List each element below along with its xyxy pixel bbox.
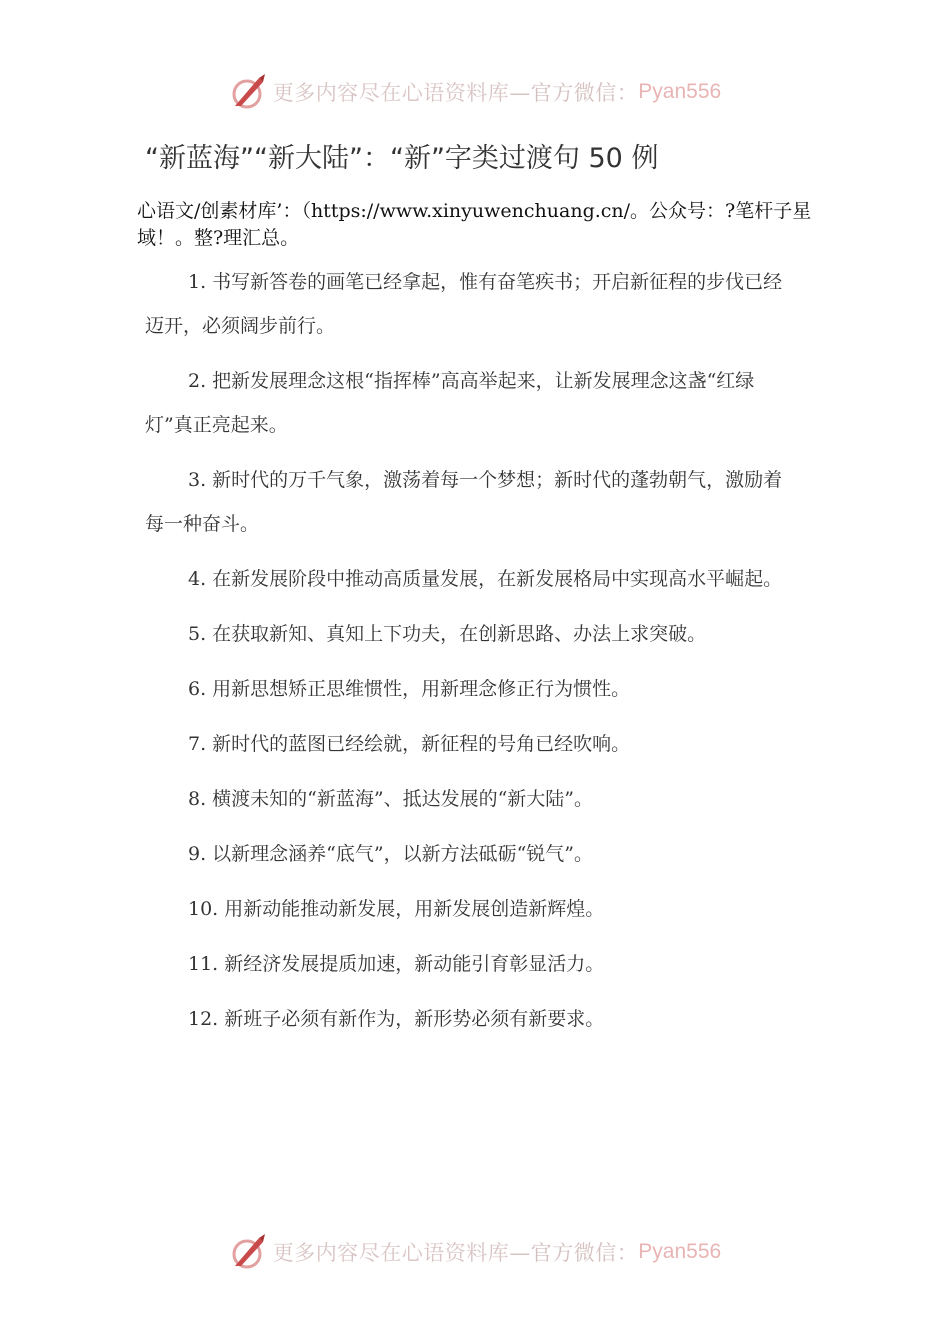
list-item: 4. 在新发展阶段中推动高质量发展，在新发展格局中实现高水平崛起。 [188, 568, 783, 590]
quill-pen-logo-icon [229, 72, 269, 112]
list-item: 9. 以新理念涵养“底气”，以新方法砥砺“锐气”。 [188, 843, 594, 865]
document-title: “新蓝海”“新大陆”：“新”字类过渡句 50 例 [145, 143, 659, 174]
header-banner-text: 更多内容尽在心语资料库— [272, 81, 531, 105]
list-item: 12. 新班子必须有新作为，新形势必须有新要求。 [188, 1008, 605, 1030]
transition-sentence-list [145, 260, 795, 1052]
list-item: 7. 新时代的蓝图已经绘就，新征程的号角已经吹响。 [188, 733, 631, 755]
list-item: 11. 新经济发展提质加速，新动能引育彰显活力。 [188, 953, 605, 975]
list-item: 8. 横渡未知的“新蓝海”、抵达发展的“新大陆”。 [188, 788, 594, 810]
list-item: 3. 新时代的万千气象，激荡着每一个梦想；新时代的蓬勃朝气，激励着每一种奋斗。 [145, 469, 783, 535]
quill-pen-logo-icon [229, 1232, 269, 1272]
footer-banner-text: 更多内容尽在心语资料库— [272, 1241, 531, 1265]
document-intro: 心语文/创素材库’：（https://www.xinyuwenchuang.cn/。公众号：?笔杆子星域！。整?理汇总。 [137, 200, 812, 249]
list-item: 6. 用新思想矫正思维惯性，用新理念修正行为惯性。 [188, 678, 631, 700]
list-item: 2. 把新发展理念这根“指挥棒”高高举起来，让新发展理念这盏“红绿灯”真正亮起来。 [145, 370, 755, 436]
list-item: 1. 书写新答卷的画笔已经拿起，惟有奋笔疾书；开启新征程的步伐已经迈开，必须阔步前行。 [145, 271, 783, 337]
header-banner-wechat-id: Pyan556 [638, 80, 722, 103]
footer-banner-wechat-id: Pyan556 [638, 1240, 722, 1263]
list-item: 10. 用新动能推动新发展，用新发展创造新辉煌。 [188, 898, 605, 920]
header-banner-wechat-label: 官方微信： [530, 81, 639, 105]
header-banner [0, 70, 950, 114]
list-item: 5. 在获取新知、真知上下功夫，在创新思路、办法上求突破。 [188, 623, 707, 645]
footer-banner-wechat-label: 官方微信： [530, 1241, 639, 1265]
footer-banner [0, 1230, 950, 1274]
